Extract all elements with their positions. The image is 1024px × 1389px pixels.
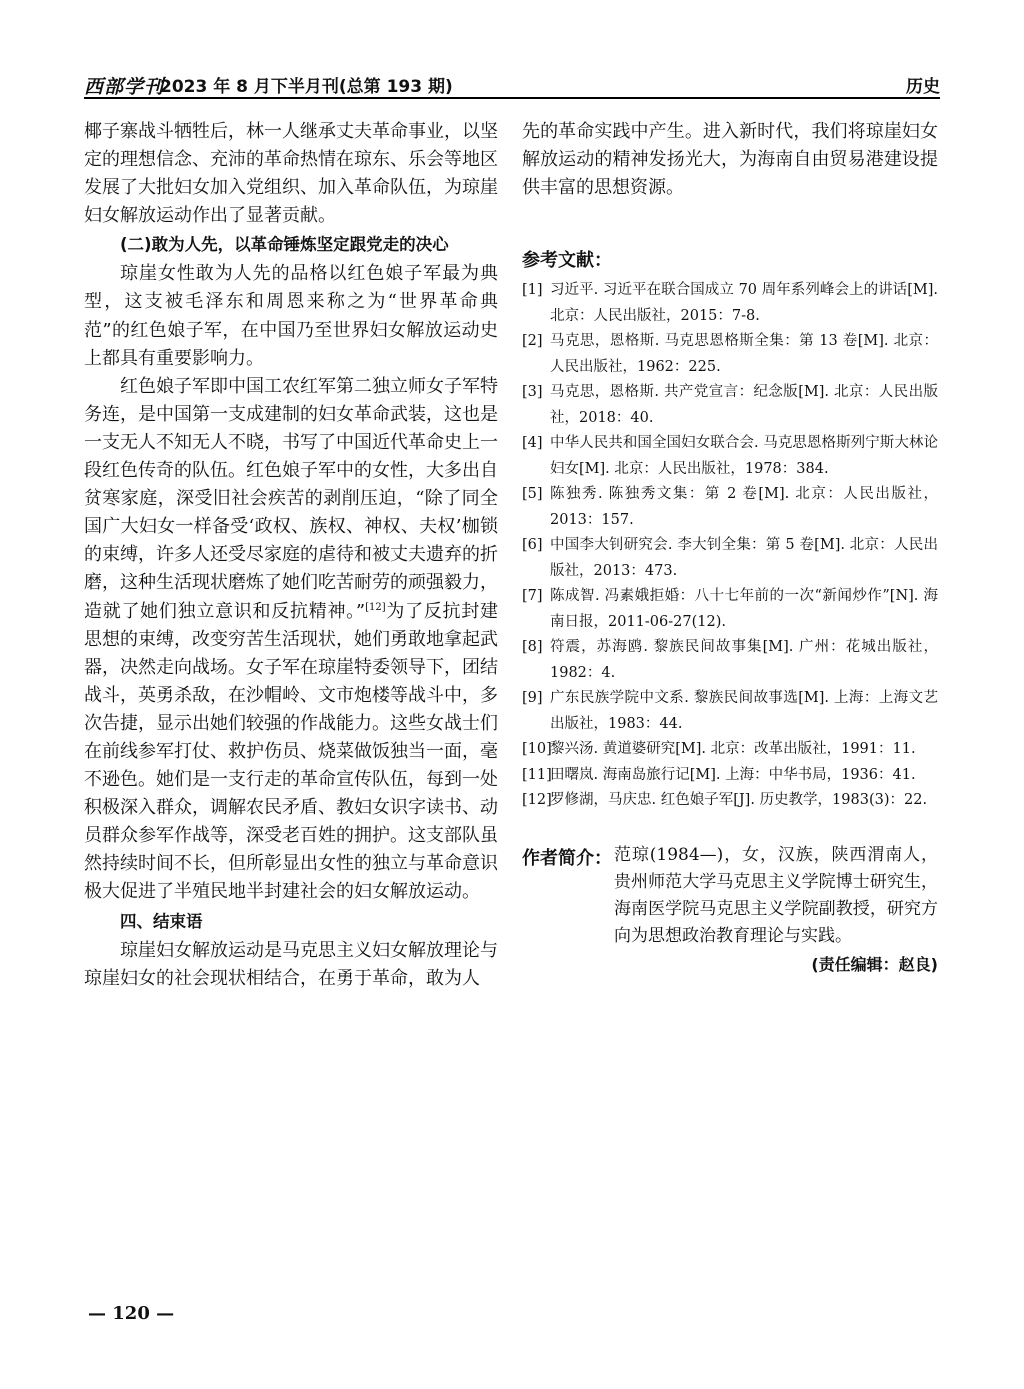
reference-number: [2] <box>522 333 543 350</box>
paragraph-continuation: 椰子寨战斗牺牲后，林一人继承丈夫革命事业，以坚定的理想信念、充沛的革命热情在琼东、乐会等地区发展了大批妇女加入党组织、加入革命队伍，为琼崖妇女解放运动作出了显著贡献。 <box>84 121 498 227</box>
subsection-heading: (二)敢为人先，以革命锤炼坚定跟党走的决心 <box>120 235 449 255</box>
page-header <box>84 70 940 98</box>
journal-logo: 西部学刊 <box>84 76 165 98</box>
issue-info: 2023 年 8 月下半月刊(总第 193 期) <box>160 77 453 97</box>
reference-text: 符震，苏海鸥. 黎族民间故事集[M]. 广州：花城出版社，1982：4. <box>550 639 938 681</box>
reference-text: 陈独秀. 陈独秀文集：第 2 卷[M]. 北京：人民出版社，2013：157. <box>550 486 938 528</box>
reference-text: 习近平. 习近平在联合国成立 70 周年系列峰会上的讲话[M]. 北京：人民出版社，2015：7-8. <box>550 282 938 324</box>
reference-text: 马克思，恩格斯. 马克思恩格斯全集：第 13 卷[M]. 北京：人民出版社，1962：225. <box>550 333 938 375</box>
reference-text: 陈成智. 冯素娥拒婚：八十七年前的一次“新闻炒作”[N]. 海南日报，2011-06-27(12). <box>550 588 938 630</box>
citation-marker: [12] <box>365 601 386 613</box>
reference-item <box>522 686 938 737</box>
reference-number: [1] <box>522 282 543 299</box>
reference-item <box>522 635 938 686</box>
reference-item <box>522 380 938 431</box>
reference-item <box>522 788 938 814</box>
reference-text: 田曙岚. 海南岛旅行记[M]. 上海：中华书局，1936：41. <box>550 766 916 783</box>
reference-number: [10] <box>522 741 552 758</box>
paragraph: 琼崖女性敢为人先的品格以红色娘子军最为典型，这支被毛泽东和周恩来称之为“世界革命典范”的红色娘子军，在中国乃至世界妇女解放运动史上都具有重要影响力。 <box>84 263 498 369</box>
reference-item <box>522 763 938 789</box>
reference-number: [6] <box>522 537 543 554</box>
reference-text: 黎兴汤. 黄道婆研究[M]. 北京：改革出版社，1991：11. <box>550 741 916 758</box>
header-rule <box>84 97 940 99</box>
reference-number: [4] <box>522 435 543 452</box>
references-title: 参考文献： <box>522 250 612 272</box>
author-bio-label: 作者简介： <box>522 847 612 869</box>
reference-text: 广东民族学院中文系. 黎族民间故事选[M]. 上海：上海文艺出版社，1983：44. <box>550 690 938 732</box>
reference-number: [8] <box>522 639 543 656</box>
reference-item <box>522 278 938 329</box>
reference-item <box>522 584 938 635</box>
reference-number: [5] <box>522 486 543 503</box>
reference-item <box>522 533 938 584</box>
section-heading: 四、结束语 <box>120 911 203 931</box>
paragraph-text: 为了反抗封建思想的束缚，改变穷苦生活现状，她们勇敢地拿起武器，决然走向战场。女子军在琼崖特委领导下，团结战斗，英勇杀敌，在沙帽岭、文市炮楼等战斗中，多次告捷，显示出她们较强的作战能力。这些女战士们在前线参军打仗、救护伤员、烧菜做饭独当一面，毫不逊色。她们是一支行走的革命宣传队伍，每到一处积极深入群众，调解农民矛盾、教妇女识字读书、动员群众参军作战等，深受老百姓的拥护。这支部队虽然持续时间不长，但所彰显出女性的独立与革命意识极大促进了半殖民地半封建社会的妇女解放运动。 <box>84 600 499 903</box>
right-column <box>522 118 938 975</box>
reference-number: [11] <box>522 766 552 783</box>
reference-number: [3] <box>522 384 543 401</box>
reference-number: [12] <box>522 792 552 809</box>
left-column <box>84 118 498 993</box>
reference-item <box>522 329 938 380</box>
page-number: — 120 — <box>88 1303 175 1324</box>
paragraph-continuation: 先的革命实践中产生。进入新时代，我们将琼崖妇女解放运动的精神发扬光大，为海南自由贸易港建设提供丰富的思想资源。 <box>522 121 938 199</box>
reference-item <box>522 482 938 533</box>
author-bio <box>522 842 938 950</box>
reference-list <box>522 278 938 814</box>
reference-number: [7] <box>522 588 543 605</box>
section-label: 历史 <box>906 77 940 97</box>
reference-text: 中国李大钊研究会. 李大钊全集：第 5 卷[M]. 北京：人民出版社，2013：473. <box>550 537 938 579</box>
paragraph <box>84 373 498 907</box>
paragraph: 琼崖妇女解放运动是马克思主义妇女解放理论与琼崖妇女的社会现状相结合，在勇于革命，敢为人 <box>84 939 498 989</box>
responsible-editor: (责任编辑：赵良) <box>811 954 938 974</box>
reference-text: 罗修湖，马庆忠. 红色娘子军[J]. 历史教学，1983(3)：22. <box>550 792 928 809</box>
reference-number: [9] <box>522 690 543 707</box>
reference-item <box>522 431 938 482</box>
paragraph-text: 红色娘子军即中国工农红军第二独立师女子军特务连，是中国第一支成建制的妇女革命武装，这也是一支无人不知无人不晓，书写了中国近代革命史上一段红色传奇的队伍。红色娘子军中的女性，大多出自贫寒家庭，深受旧社会疾苦的剥削压迫，“除了同全国广大妇女一样备受‘政权、族权、神权、夫权’枷锁的束缚，许多人还受尽家庭的虐待和被丈夫遗弃的折磨，这种生活现状磨炼了她们吃苦耐劳的顽强毅力，造就了她们独立意识和反抗精神。” <box>84 375 498 622</box>
author-bio-text: 范琼(1984—)，女，汉族，陕西渭南人，贵州师范大学马克思主义学院博士研究生，海南医学院马克思主义学院副教授，研究方向为思想政治教育理论与实践。 <box>614 844 938 946</box>
reference-text: 马克思，恩格斯. 共产党宣言：纪念版[M]. 北京：人民出版社，2018：40. <box>550 384 938 426</box>
reference-item <box>522 737 938 763</box>
reference-text: 中华人民共和国全国妇女联合会. 马克思恩格斯列宁斯大林论妇女[M]. 北京：人民出版社，1978：384. <box>550 435 938 477</box>
